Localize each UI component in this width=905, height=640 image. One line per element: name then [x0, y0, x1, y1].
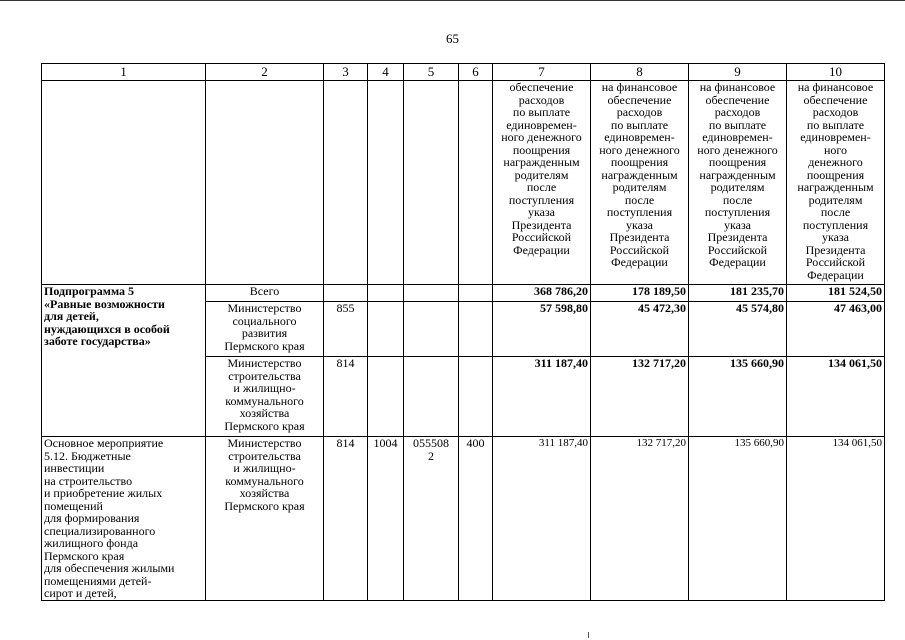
row-b-c10: 134 061,50 [787, 357, 885, 437]
desc-cell-3 [324, 81, 368, 285]
col-header-6: 6 [459, 64, 493, 81]
col-header-5: 5 [404, 64, 459, 81]
col-header-1: 1 [42, 64, 206, 81]
desc-cell-9: на финансовое обеспечение расходов по выплате единовремен- ного денежного поощрения награжденным родителям после поступления указа Президента Российской Федерации [689, 81, 787, 285]
col-header-3: 3 [324, 64, 368, 81]
scan-mark [588, 632, 589, 638]
row-b-c6 [459, 357, 493, 437]
desc-cell-8: на финансовое обеспечение расходов по выплате единовремен- ного денежного поощрения награжденным родителям после поступления указа Президента Российской Федерации [591, 81, 689, 285]
row-a-c7: 57 598,80 [493, 302, 591, 357]
row-b-c8: 132 717,20 [591, 357, 689, 437]
desc-cell-2 [206, 81, 324, 285]
subprogram-total-row [42, 285, 885, 302]
col-header-7: 7 [493, 64, 591, 81]
row-b-c5 [404, 357, 459, 437]
row-a-c10: 47 463,00 [787, 302, 885, 357]
row-a-c6 [459, 302, 493, 357]
subprogram-name: Подпрограмма 5 «Равные возможности для детей, нуждающихся в особой заботе государства» [42, 285, 206, 437]
total-c6 [459, 285, 493, 302]
row-b-c4 [368, 357, 404, 437]
measure-c9: 135 660,90 [689, 437, 787, 601]
total-label: Всего [206, 285, 324, 302]
measure-c7: 311 187,40 [493, 437, 591, 601]
row-a-c5 [404, 302, 459, 357]
desc-cell-4 [368, 81, 404, 285]
total-c10: 181 524,50 [787, 285, 885, 302]
desc-cell-7: обеспечение расходов по выплате единовремен- ного денежного поощрения награжденным родителям после поступления указа Президента Российской Федерации [493, 81, 591, 285]
measure-c10: 134 061,50 [787, 437, 885, 601]
measure-c5: 055508 2 [404, 437, 459, 601]
measure-c8: 132 717,20 [591, 437, 689, 601]
col-header-10: 10 [787, 64, 885, 81]
row-b-c9: 135 660,90 [689, 357, 787, 437]
total-c8: 178 189,50 [591, 285, 689, 302]
row-a-c4 [368, 302, 404, 357]
row-a-c9: 45 574,80 [689, 302, 787, 357]
desc-cell-10: на финансовое обеспечение расходов по выплате единовремен- ного денежного поощрения награжденным родителям после поступления указа Президента Российской Федерации [787, 81, 885, 285]
column-numbers-row [42, 64, 885, 81]
measure-c6: 400 [459, 437, 493, 601]
total-c3 [324, 285, 368, 302]
col-header-2: 2 [206, 64, 324, 81]
measure-c4: 1004 [368, 437, 404, 601]
col-header-4: 4 [368, 64, 404, 81]
row-b-executor: Министерство строительства и жилищно- коммунального хозяйства Пермского края [206, 357, 324, 437]
row-b-code: 814 [324, 357, 368, 437]
desc-cell-6 [459, 81, 493, 285]
measure-name: Основное мероприятие 5.12. Бюджетные инвестиции на строительство и приобретение жилых помещений для формирования специализированного жилищного фонда Пермского края для обеспечения жилыми помещениями детей- сирот и детей, [42, 437, 206, 601]
desc-cell-5 [404, 81, 459, 285]
row-a-code: 855 [324, 302, 368, 357]
top-edge-line [0, 0, 905, 1]
total-c9: 181 235,70 [689, 285, 787, 302]
measure-c3: 814 [324, 437, 368, 601]
description-row [42, 81, 885, 285]
budget-table [41, 63, 885, 601]
total-c4 [368, 285, 404, 302]
page-number: 65 [446, 31, 459, 46]
col-header-9: 9 [689, 64, 787, 81]
measure-row [42, 437, 885, 601]
row-b-c7: 311 187,40 [493, 357, 591, 437]
col-header-8: 8 [591, 64, 689, 81]
total-c7: 368 786,20 [493, 285, 591, 302]
row-a-c8: 45 472,30 [591, 302, 689, 357]
measure-executor: Министерство строительства и жилищно- коммунального хозяйства Пермского края [206, 437, 324, 601]
total-c5 [404, 285, 459, 302]
desc-cell-1 [42, 81, 206, 285]
row-a-executor: Министерство социального развития Пермского края [206, 302, 324, 357]
